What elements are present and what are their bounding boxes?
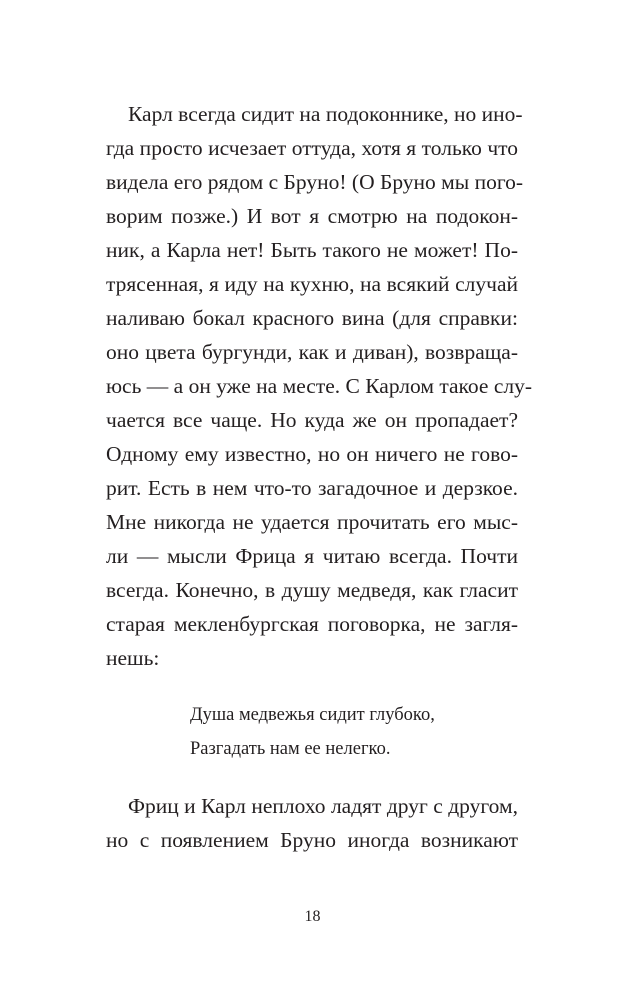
text-line: чается все чаще. Но куда же он пропадает?: [106, 408, 518, 432]
text-line: ворим позже.) И вот я смотрю на подокон-: [106, 204, 518, 228]
text-line: гда просто исчезает оттуда, хотя я только что: [106, 136, 518, 160]
text-line: наливаю бокал красного вина (для справки:: [106, 306, 518, 330]
text-line: но с появлением Бруно иногда возникают: [106, 828, 518, 852]
poem-line: Разгадать нам ее нелегко.: [190, 739, 391, 759]
page-number: 18: [304, 908, 321, 925]
text-line: юсь — а он уже на месте. С Карлом такое слу-: [106, 374, 533, 398]
text-line: нешь:: [106, 646, 160, 670]
text-line: Одному ему известно, но он ничего не гово-: [106, 442, 518, 466]
text-line: трясенная, я иду на кухню, на всякий случай: [106, 272, 518, 296]
text-line: Мне никогда не удается прочитать его мыс-: [106, 510, 518, 534]
text-line: ли — мысли Фрица я читаю всегда. Почти: [106, 544, 518, 568]
text-line: видела его рядом с Бруно! (О Бруно мы пого-: [106, 170, 524, 194]
text-line: старая мекленбургская поговорка, не загля-: [106, 612, 518, 636]
text-line: рит. Есть в нем что-то загадочное и дерзкое.: [106, 476, 518, 500]
text-line: оно цвета бургунди, как и диван), возвраща-: [106, 340, 518, 364]
text-line: всегда. Конечно, в душу медведя, как гласит: [106, 578, 518, 602]
text-line: Фриц и Карл неплохо ладят друг с другом,: [128, 794, 518, 818]
text-line: ник, а Карла нет! Быть такого не может! По-: [106, 238, 518, 262]
poem-line: Душа медвежья сидит глубоко,: [190, 705, 435, 725]
text-line: Карл всегда сидит на подоконнике, но ино-: [128, 102, 523, 126]
